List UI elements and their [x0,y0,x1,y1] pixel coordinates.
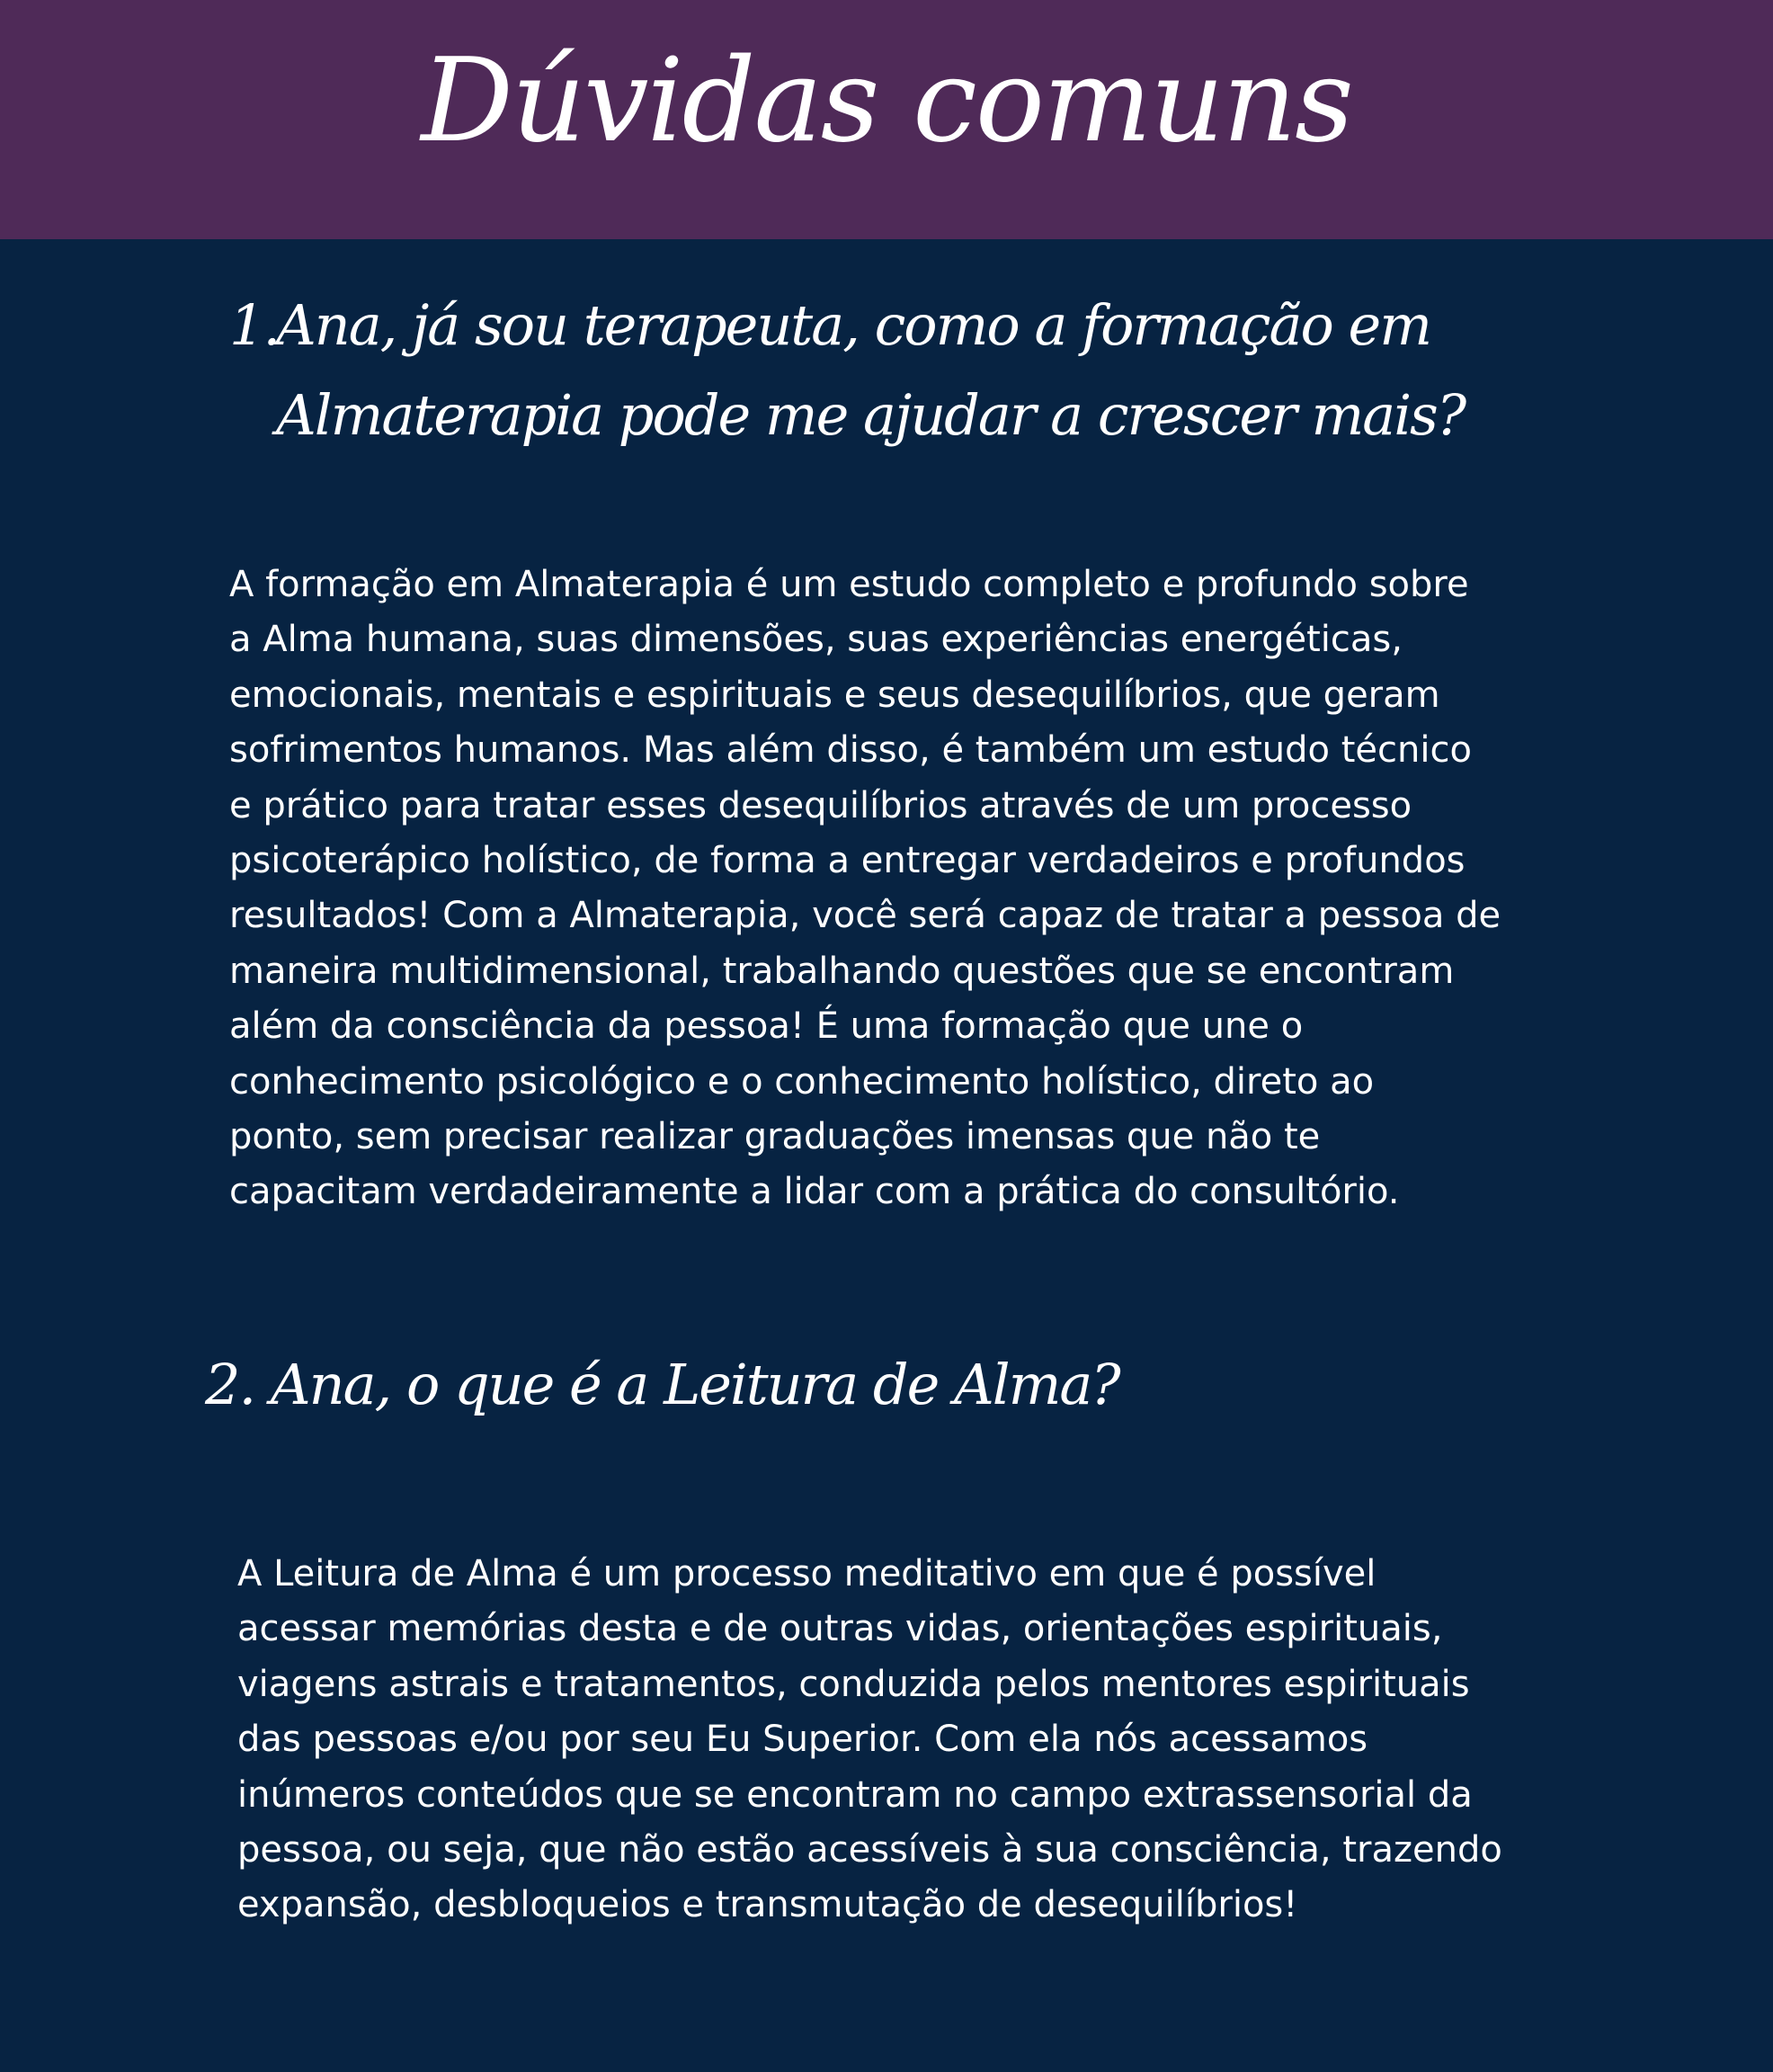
faq-answer-1-line: sofrimentos humanos. Mas além disso, é também um estudo técnico [229,729,1472,772]
faq-question-1-line-1: Ana, já sou terapeuta, como a formação em [276,292,1430,358]
faq-answer-1-line: capacitam verdadeiramente a lidar com a prática do consultório. [229,1171,1400,1213]
faq-answer-2-line: inúmeros conteúdos que se encontram no campo extrassensorial da [237,1773,1473,1816]
faq-answer-2 [237,1547,1640,1934]
faq-question-2: 2. Ana, o que é a Leitura de Alma? [205,1352,1119,1417]
faq-answer-1 [229,558,1632,1220]
faq-answer-2-line: expansão, desbloqueios e transmutação de desequilíbrios! [237,1884,1298,1926]
faq-answer-2-line: acessar memórias desta e de outras vidas, orientações espirituais, [237,1608,1443,1650]
faq-answer-1-line: a Alma humana, suas dimensões, suas experiências energéticas, [229,619,1403,661]
faq-answer-1-line: conhecimento psicológico e o conhecimento holístico, direto ao [229,1060,1375,1103]
faq-answer-1-line: maneira multidimensional, trabalhando questões que se encontram [229,950,1455,992]
faq-answer-2-line: das pessoas e/ou por seu Eu Superior. Com ela nós acessamos [237,1719,1368,1761]
faq-answer-1-line: resultados! Com a Almaterapia, você será capaz de tratar a pessoa de [229,895,1501,937]
faq-answer-1-line: ponto, sem precisar realizar graduações imensas que não te [229,1116,1321,1158]
faq-question-1 [229,281,1488,460]
faq-answer-2-line: viagens astrais e tratamentos, conduzida pelos mentores espirituais [237,1663,1470,1705]
faq-answer-2-line: pessoa, ou seja, que não estão acessíveis à sua consciência, trazendo [237,1829,1502,1871]
faq-answer-1-line: psicoterápico holístico, de forma a entregar verdadeiros e profundos [229,840,1466,882]
faq-answer-1-line: A formação em Almaterapia é um estudo completo e profundo sobre [229,564,1469,605]
header-banner [0,0,1773,239]
faq-answer-2-line: A Leitura de Alma é um processo meditativo em que é possível [237,1553,1377,1594]
faq-answer-1-line: além da consciência da pessoa! É uma formação que une o [229,1005,1304,1048]
faq-answer-1-line: e prático para tratar esses desequilíbrios através de um processo [229,784,1412,826]
faq-question-1-number: 1. [229,292,280,358]
faq-question-1-line-2: Almaterapia pode me ajudar a crescer mais? [276,382,1466,448]
faq-answer-1-line: emocionais, mentais e espirituais e seus desequilíbrios, que geram [229,674,1440,716]
page-title: Dúvidas comuns [421,34,1352,168]
